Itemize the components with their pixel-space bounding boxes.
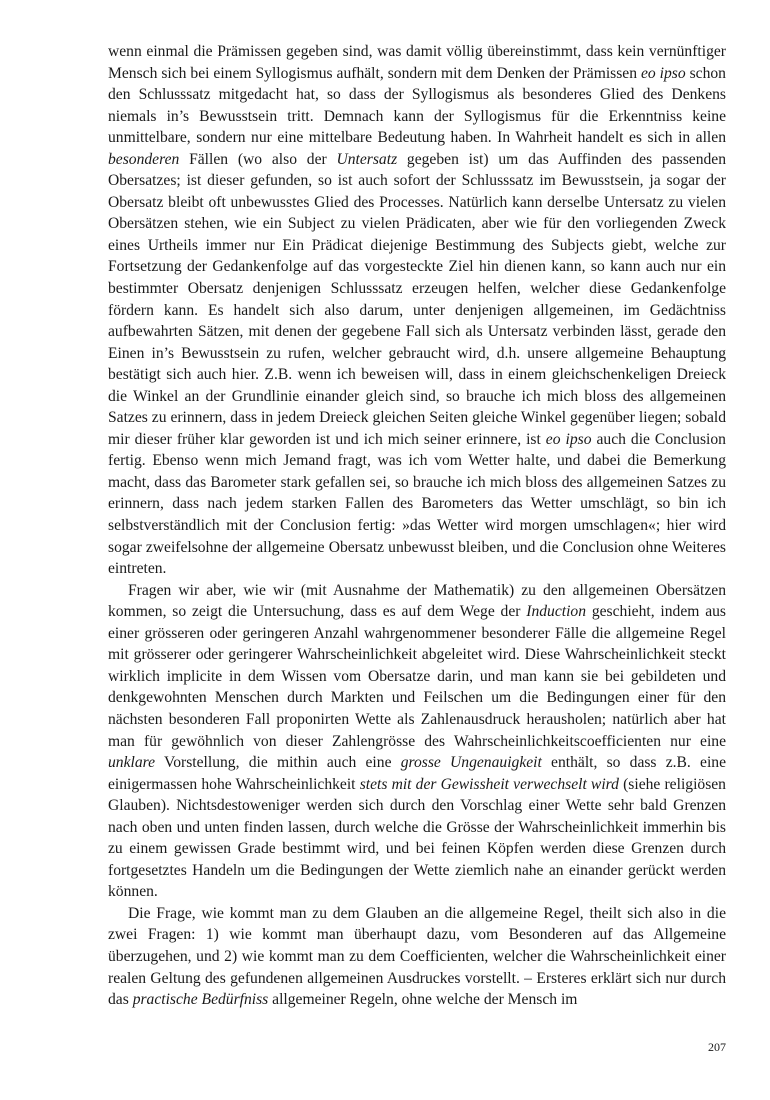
italic-text-run: grosse Ungenauigkeit (400, 754, 542, 772)
page-body (108, 41, 726, 1011)
page-number: 207 (708, 1040, 726, 1054)
text-run: Fragen wir aber, wie wir (mit Ausnahme der Mathematik) zu den allgemeinen Obersätzen kommen, so zeigt die Untersuchung, dass es auf dem Wege der (108, 581, 726, 621)
text-run: wenn einmal die Prämissen gegeben sind, was damit völlig übereinstimmt, dass kein vernünftiger Mensch sich bei einem Syllogismus aufhält, sondern mit dem Denken der Prämissen (108, 43, 726, 82)
italic-text-run: practische Bedürfniss (132, 991, 269, 1009)
paragraph (108, 41, 726, 580)
paragraph (108, 903, 726, 1011)
italic-text-run: eo ipso (545, 430, 592, 448)
italic-text-run: eo ipso (640, 64, 686, 82)
paragraph (108, 580, 726, 903)
italic-text-run: unklare (108, 754, 156, 772)
text-run: gegeben ist) um das Auffinden des passenden Obersatzes; ist dieser gefunden, so ist auch sofort der Schlusssatz im Bewusstsein, ja sogar der Obersatz bleibt oft unbewusstes Glied des Processes. Natürlich kann derselbe Untersatz zu vielen Obersätzen stehen, wie ein Subject zu vielen Prädicaten, aber wie für den vorliegenden Zweck eines Urtheils immer nur Ein Prädicat diejenige Bestimmung des Subjects giebt, welche zur Fortsetzung der Gedankenfolge auf das vorgesteckte Ziel hin dienen kann, so kann auch nur ein bestimmter Obersatz denjenigen Schlusssatz erzeugen helfen, welcher diese Gedankenfolge fördern kann. Es handelt sich also darum, unter denjenigen allgemeinen, im Gedächtniss aufbewahrten Sätzen, mit denen der gegebene Fall sich als Untersatz verbinden lässt, gerade den Einen in’s Bewusstsein zu rufen, welcher gebraucht wird, d.h. unsere allgemeine Behauptung bestätigt sich auch hier. Z.B. wenn ich beweisen will, dass in einem gleichschenkeligen Dreieck die Winkel an der Grundlinie einander gleich sind, so brauche ich mich bloss des allgemeinen Satzes zu erinnern, dass in jedem Dreieck gleichen Seiten gleiche Winkel gegenüber liegen; sobald mir dieser früher klar geworden ist und ich mich seiner erinnere, ist (108, 150, 727, 448)
text-run: geschieht, indem aus einer grösseren oder geringeren Anzahl wahrgenommener besonderer Fälle die allgemeine Regel mit grösserer oder geringerer Wahrscheinlichkeit abgeleitet wird. Diese Wahrscheinlichkeit steckt wirklich implicite in dem Wissen vom Obersatze darin, und man kann sie bei gebildeten und denkgewohnten Menschen durch Markten und Feilschen um die Bedingungen einer für den nächsten besonderen Fall proponirten Wette als Zahlenausdruck herausholen; natürlich aber hat man für gewöhnlich von dieser Zahlengrösse des Wahrscheinlichkeitscoefficienten nur eine (108, 603, 726, 750)
text-run: schon den Schlusssatz mitgedacht hat, so dass der Syllogismus als besonderes Glied des Denkens niemals in’s Bewusstsein tritt. Demnach kann der Syllogismus für die Erkenntniss keine unmittelbare, sondern nur eine mittelbare Bedeutung haben. In Wahrheit handelt es sich in allen (108, 64, 726, 147)
italic-text-run: besonderen (108, 150, 180, 168)
text-run: allgemeiner Regeln, ohne welche der Mensch im (268, 991, 578, 1009)
italic-text-run: Induction (526, 603, 587, 621)
text-run: Fällen (wo also der (179, 150, 337, 168)
text-run: Vorstellung, die mithin auch eine (155, 754, 401, 772)
text-run: enthält, so dass z.B. eine einigermassen hohe Wahrscheinlichkeit (108, 754, 726, 793)
text-run: (siehe religiösen Glauben). Nichtsdestoweniger werden sich durch den Vorschlag einer Wette sehr bald Grenzen nach oben und unten finden lassen, durch welche die Grösse der Wahrscheinlichkeit immerhin bis zu einem gewissen Grade bestimmt wird, und bei feinen Köpfen werden diese Grenzen durch fortgesetztes Handeln um die Bedingungen der Wette ziemlich nahe an einander gerückt werden können. (108, 775, 726, 901)
text-run: auch die Conclusion fertig. Ebenso wenn mich Jemand fragt, was ich vom Wetter halte, und dabei die Bemerkung macht, dass das Barometer stark gefallen sei, so brauche ich mich bloss des allgemeinen Satzes zu erinnern, dass nach jedem starken Fallen des Barometers das Wetter umschlägt, so bin ich selbstverständlich mit der Conclusion fertig: »das Wetter wird morgen umschlagen«; hier wird sogar zweifelsohne der allgemeine Obersatz unbewusst bleiben, und die Conclusion ohne Weiteres eintreten. (108, 430, 726, 578)
italic-text-run: Untersatz (336, 150, 398, 168)
italic-text-run: stets mit der Gewissheit verwechselt wird (359, 775, 619, 793)
text-run: Die Frage, wie kommt man zu dem Glauben an die allgemeine Regel, theilt sich also in die zwei Fragen: 1) wie kommt man überhaupt dazu, vom Besonderen auf das Allgemeine überzugehen, und 2) wie kommt man zu dem Coefficienten, welcher die Wahrscheinlichkeit einer realen Geltung des gefundenen allgemeinen Ausdruckes vorstellt. – Ersteres erklärt sich nur durch das (108, 904, 726, 1009)
